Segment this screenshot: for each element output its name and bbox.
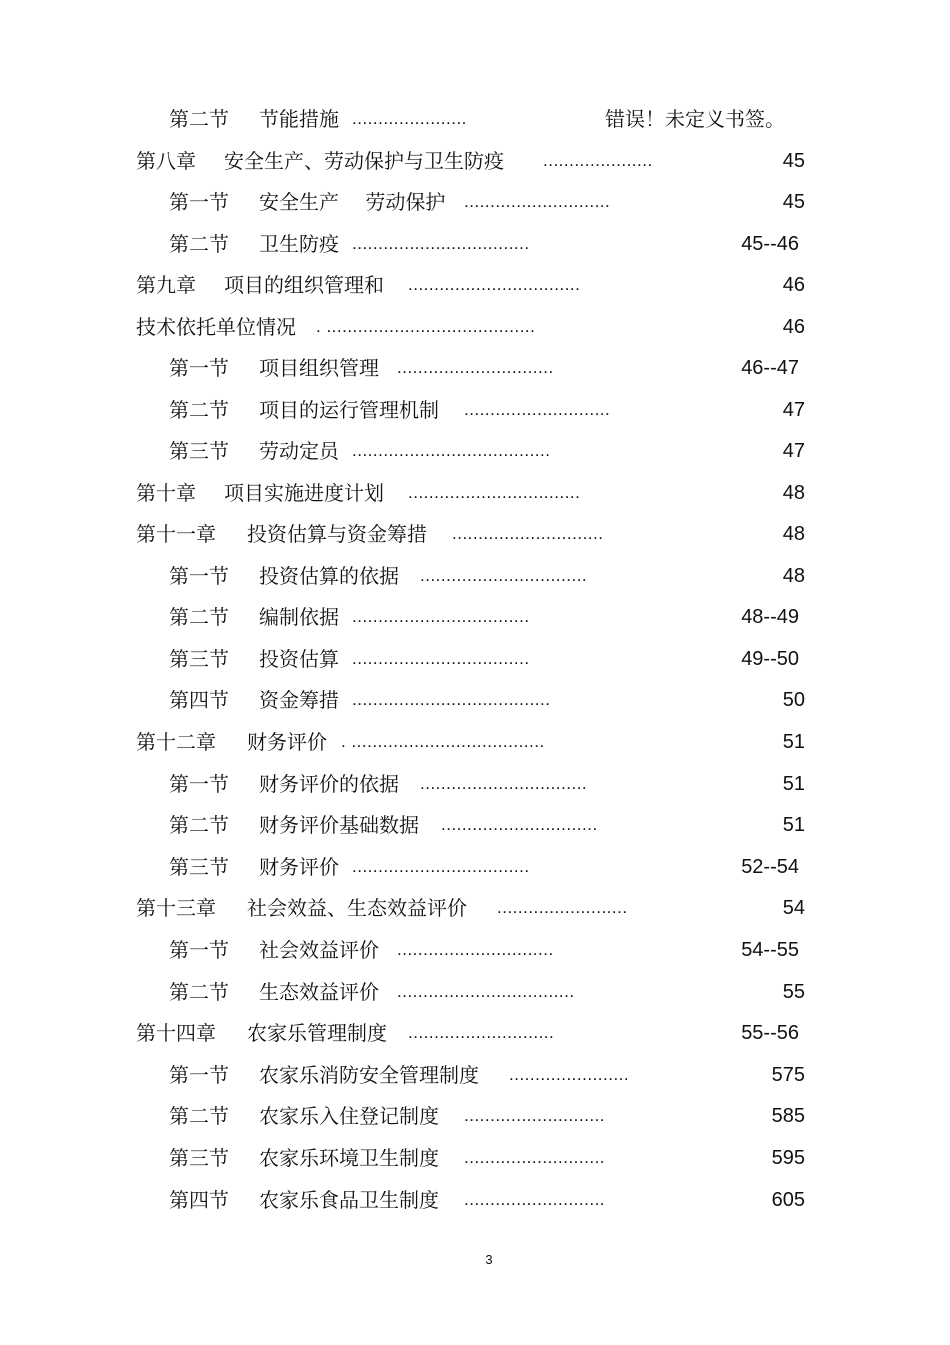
toc-entry[interactable]: [0, 768, 950, 800]
toc-entry-title: 农家乐入住登记制度: [259, 1104, 439, 1128]
toc-entry-leader-dots: ............................: [464, 400, 611, 419]
toc-entry-leader-dots: .............................: [452, 524, 604, 543]
toc-entry[interactable]: [0, 892, 950, 924]
page-number: 3: [485, 1252, 493, 1267]
toc-entry-leader-dots: .........................: [497, 898, 628, 917]
toc-entry[interactable]: [0, 560, 950, 592]
toc-entry-page: 605: [771, 1189, 805, 1211]
toc-entry-title: 技术依托单位情况: [136, 315, 296, 339]
toc-entry-page: 47: [782, 399, 805, 421]
toc-entry[interactable]: [0, 1184, 950, 1216]
toc-entry-leader-dots: ...........................: [464, 1148, 606, 1167]
toc-entry-page: 47: [782, 440, 805, 462]
toc-entry-title: 投资估算的依据: [259, 564, 399, 588]
toc-entry[interactable]: [0, 809, 950, 841]
toc-entry-number: 第一节: [169, 1063, 229, 1087]
toc-entry-page: 54: [782, 897, 805, 919]
toc-entry-number: 第二节: [169, 605, 229, 629]
toc-entry[interactable]: [0, 518, 950, 550]
toc-entry-number: 第四节: [169, 688, 229, 712]
toc-entry-title: 财务评价基础数据: [259, 813, 419, 837]
toc-entry-page: 46: [782, 274, 805, 296]
toc-entry[interactable]: [0, 145, 950, 177]
toc-entry[interactable]: [0, 228, 950, 260]
toc-entry-title: 劳动定员: [259, 439, 339, 463]
toc-entry-page: 55--56: [741, 1022, 799, 1044]
toc-entry-number: 第一节: [169, 190, 229, 214]
toc-entry-leader-dots: ..................................: [352, 234, 530, 253]
toc-entry-page: 51: [782, 773, 805, 795]
toc-entry-leader-dots: ......................: [352, 109, 467, 128]
toc-entry-page: 48--49: [741, 606, 799, 628]
toc-entry-title: 生态效益评价: [259, 980, 379, 1004]
toc-entry-number: 第一节: [169, 564, 229, 588]
toc-entry-number: 第二节: [169, 980, 229, 1004]
toc-entry-page: 46--47: [741, 357, 799, 379]
toc-entry-leader-dots: . .....................................: [341, 732, 545, 751]
toc-entry-leader-dots: ..............................: [397, 358, 554, 377]
toc-entry-leader-dots: ............................: [464, 192, 611, 211]
toc-entry-title: 资金筹措: [259, 688, 339, 712]
toc-entry[interactable]: [0, 269, 950, 301]
toc-entry[interactable]: [0, 601, 950, 633]
toc-entry-title: 财务评价: [259, 855, 339, 879]
toc-entry[interactable]: [0, 1059, 950, 1091]
toc-entry-number: 第四节: [169, 1188, 229, 1212]
toc-entry-leader-dots: ..................................: [352, 857, 530, 876]
toc-entry-title: 编制依据: [259, 605, 339, 629]
toc-entry-leader-dots: ...........................: [464, 1106, 606, 1125]
toc-entry[interactable]: [0, 643, 950, 675]
toc-entry[interactable]: [0, 186, 950, 218]
toc-entry-leader-dots: ......................................: [352, 441, 551, 460]
toc-entry-page: 575: [771, 1064, 805, 1086]
toc-entry-title: 农家乐食品卫生制度: [259, 1188, 439, 1212]
toc-entry-page: 54--55: [741, 939, 799, 961]
toc-entry-leader-dots: ................................: [420, 566, 588, 585]
toc-entry-page: 48: [782, 523, 805, 545]
toc-entry-title: 投资估算: [259, 647, 339, 671]
toc-entry-title: 财务评价的依据: [259, 772, 399, 796]
toc-entry-number: 第三节: [169, 647, 229, 671]
toc-entry-number: 第一节: [169, 938, 229, 962]
toc-entry-page: 45: [782, 191, 805, 213]
toc-entry-page: 50: [782, 689, 805, 711]
toc-entry-leader-dots: .................................: [408, 275, 581, 294]
toc-entry-title: 卫生防疫: [259, 232, 339, 256]
toc-entry[interactable]: [0, 1017, 950, 1049]
toc-entry-title: 社会效益、生态效益评价: [247, 896, 467, 920]
toc-entry-title: 农家乐消防安全管理制度: [259, 1063, 479, 1087]
toc-entry-number: 第二节: [169, 813, 229, 837]
toc-entry-title: 项目的运行管理机制: [259, 398, 439, 422]
toc-entry-number: 第二节: [169, 398, 229, 422]
toc-entry-leader-dots: ..............................: [397, 940, 554, 959]
toc-entry-number: 第八章: [136, 149, 196, 173]
toc-entry-page: 51: [782, 731, 805, 753]
toc-entry-page: 55: [782, 981, 805, 1003]
toc-entry[interactable]: [0, 311, 950, 343]
toc-entry-number: 第二节: [169, 1104, 229, 1128]
toc-entry-number: 第一节: [169, 772, 229, 796]
toc-entry[interactable]: [0, 394, 950, 426]
toc-entry-number: 第十一章: [136, 522, 216, 546]
toc-entry-number: 第一节: [169, 356, 229, 380]
toc-entry-leader-dots: ..................................: [352, 649, 530, 668]
toc-entry-title: 项目组织管理: [259, 356, 379, 380]
toc-entry-page: 48: [782, 482, 805, 504]
toc-entry-leader-dots: ................................: [420, 774, 588, 793]
toc-entry-number: 第九章: [136, 273, 196, 297]
toc-entry-number: 第二节: [169, 232, 229, 256]
toc-entry-leader-dots: ............................: [408, 1023, 555, 1042]
toc-entry[interactable]: [0, 934, 950, 966]
toc-entry-leader-dots: .....................: [543, 151, 653, 170]
toc-entry-title: 农家乐管理制度: [247, 1021, 387, 1045]
toc-entry-page: 45: [782, 150, 805, 172]
toc-entry-title: 安全生产、劳动保护与卫生防疫: [224, 149, 504, 173]
toc-entry-leader-dots: .................................: [408, 483, 581, 502]
toc-entry[interactable]: [0, 976, 950, 1008]
toc-entry[interactable]: [0, 352, 950, 384]
toc-entry-number: 第二节: [169, 107, 229, 131]
toc-entry[interactable]: [0, 103, 950, 135]
toc-entry-page: 585: [771, 1105, 805, 1127]
toc-entry-page: 错误！未定义书签。: [605, 107, 785, 131]
toc-entry-title: 安全生产 劳动保护: [259, 190, 446, 214]
toc-entry[interactable]: [0, 851, 950, 883]
toc-entry-title: 农家乐环境卫生制度: [259, 1146, 439, 1170]
toc-entry[interactable]: [0, 477, 950, 509]
toc-entry[interactable]: [0, 684, 950, 716]
toc-entry-page: 52--54: [741, 856, 799, 878]
toc-entry-number: 第三节: [169, 855, 229, 879]
toc-entry-number: 第十四章: [136, 1021, 216, 1045]
toc-entry-number: 第三节: [169, 439, 229, 463]
toc-entry-title: 项目的组织管理和: [224, 273, 384, 297]
toc-entry-leader-dots: ..............................: [441, 815, 598, 834]
toc-entry[interactable]: [0, 726, 950, 758]
toc-entry-title: 项目实施进度计划: [224, 481, 384, 505]
toc-entry-page: 45--46: [741, 233, 799, 255]
toc-entry-number: 第三节: [169, 1146, 229, 1170]
toc-entry-number: 第十章: [136, 481, 196, 505]
toc-entry-leader-dots: . ........................................: [316, 317, 536, 336]
toc-entry-page: 46: [782, 316, 805, 338]
toc-entry-page: 48: [782, 565, 805, 587]
toc-entry-number: 第十二章: [136, 730, 216, 754]
toc-entry-page: 49--50: [741, 648, 799, 670]
toc-entry-title: 节能措施: [259, 107, 339, 131]
toc-entry-leader-dots: ..................................: [352, 607, 530, 626]
toc-entry-page: 595: [771, 1147, 805, 1169]
toc-entry-number: 第十三章: [136, 896, 216, 920]
toc-entry[interactable]: [0, 1142, 950, 1174]
toc-entry-leader-dots: ......................................: [352, 690, 551, 709]
toc-entry-title: 投资估算与资金筹措: [247, 522, 427, 546]
toc-entry-leader-dots: .......................: [509, 1065, 630, 1084]
toc-entry[interactable]: [0, 435, 950, 467]
toc-entry-leader-dots: ..................................: [397, 982, 575, 1001]
toc-entry-title: 社会效益评价: [259, 938, 379, 962]
toc-entry-page: 51: [782, 814, 805, 836]
toc-entry-title: 财务评价: [247, 730, 327, 754]
toc-entry[interactable]: [0, 1100, 950, 1132]
toc-entry-leader-dots: ...........................: [464, 1190, 606, 1209]
